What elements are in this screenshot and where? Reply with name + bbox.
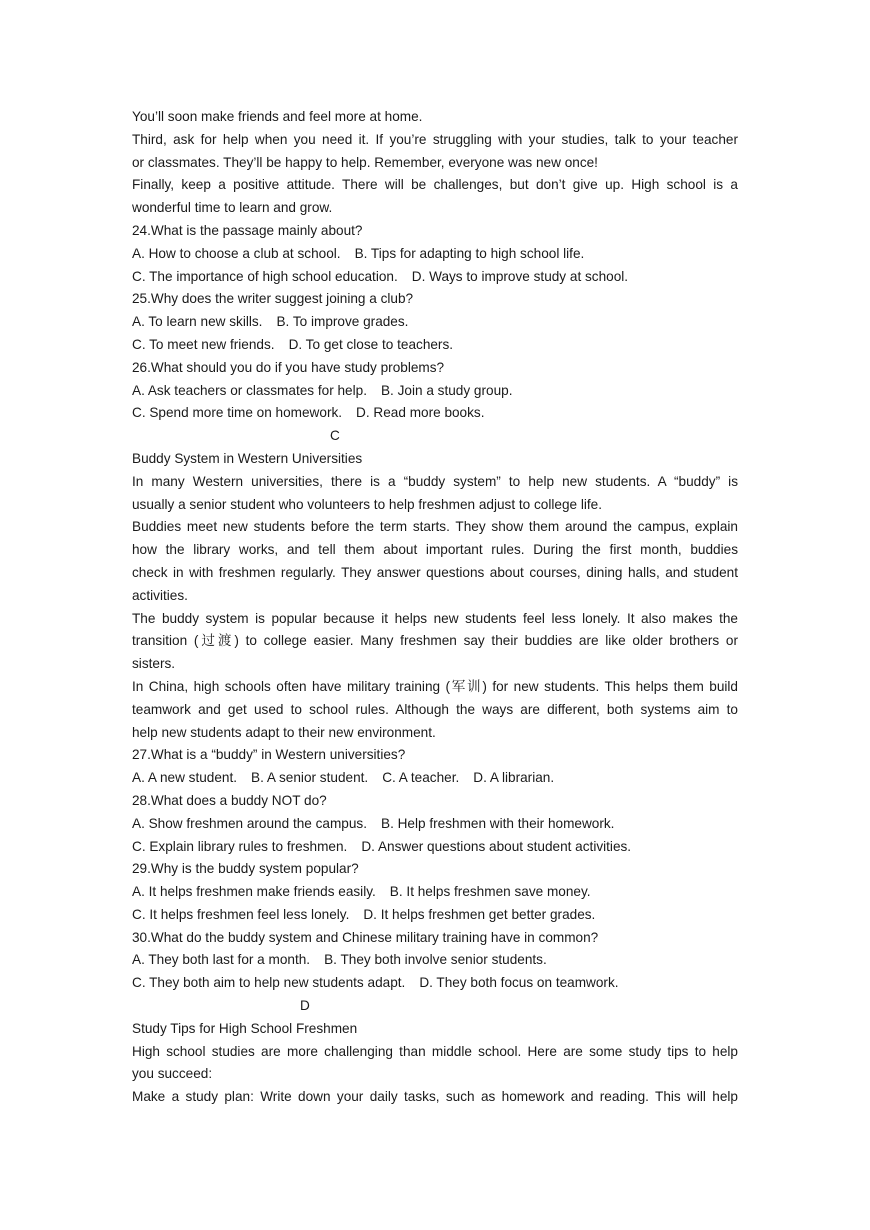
options-row <box>132 311 738 334</box>
document-page <box>132 106 738 1109</box>
option-b: B. Help freshmen with their homework. <box>381 815 615 831</box>
option-d: D. Ways to improve study at school. <box>411 268 629 284</box>
paragraph-line: or classmates. They’ll be happy to help. Remember, everyone was new once! <box>132 154 598 170</box>
paragraph-line: Buddies meet new students before the term starts. They show them around the campus, explain <box>132 519 738 535</box>
option-a: A. To learn new skills. <box>132 314 263 330</box>
option-d: D. They both focus on teamwork. <box>419 975 619 991</box>
paragraph-line: transition (过渡) to college easier. Many freshmen say their buddies are like older brothers or <box>132 633 738 649</box>
options-row <box>132 767 738 790</box>
options-row <box>132 266 738 289</box>
paragraph-line: usually a senior student who volunteers to help freshmen adjust to college life. <box>132 496 603 512</box>
option-b: B. They both involve senior students. <box>324 952 547 968</box>
paragraph-line: High school studies are more challenging than middle school. Here are some study tips to help <box>132 1043 738 1059</box>
paragraph-line: teamwork and get used to school rules. Although the ways are different, both systems aim to <box>132 701 738 717</box>
option-b: B. A senior student. <box>251 770 369 786</box>
option-a: A. Ask teachers or classmates for help. <box>132 382 367 398</box>
paragraph-line: you succeed: <box>132 1066 213 1082</box>
option-b: B. It helps freshmen save money. <box>389 884 591 900</box>
option-d: D. To get close to teachers. <box>288 336 454 352</box>
paragraph-line: sisters. <box>132 656 176 672</box>
option-c: C. They both aim to help new students adapt. <box>132 975 406 991</box>
question-27: 27.What is a “buddy” in Western universities? <box>132 747 406 763</box>
options-row <box>132 972 738 995</box>
section-letter-d: D <box>300 998 310 1014</box>
paragraph-line: activities. <box>132 587 188 603</box>
options-row <box>132 402 738 425</box>
option-a: A. A new student. <box>132 770 238 786</box>
options-row <box>132 949 738 972</box>
option-d: D. Read more books. <box>356 405 485 421</box>
options-row <box>132 881 738 904</box>
question-25: 25.Why does the writer suggest joining a club? <box>132 291 414 307</box>
passage-title-d: Study Tips for High School Freshmen <box>132 1020 358 1036</box>
options-row <box>132 904 738 927</box>
question-24: 24.What is the passage mainly about? <box>132 222 363 238</box>
section-letter-c: C <box>330 428 340 444</box>
option-a: A. Show freshmen around the campus. <box>132 815 367 831</box>
paragraph-line: In many Western universities, there is a “buddy system” to help new students. A “buddy” is <box>132 473 738 489</box>
option-a: A. How to choose a club at school. <box>132 245 341 261</box>
paragraph-line: help new students adapt to their new environment. <box>132 724 436 740</box>
paragraph-line: Finally, keep a positive attitude. There will be challenges, but don’t give up. High school is a <box>132 177 738 193</box>
options-row <box>132 836 738 859</box>
question-28: 28.What does a buddy NOT do? <box>132 792 327 808</box>
option-c: C. To meet new friends. <box>132 336 275 352</box>
option-a: A. They both last for a month. <box>132 952 311 968</box>
option-d: D. A librarian. <box>473 770 555 786</box>
option-d: D. Answer questions about student activities. <box>361 838 632 854</box>
option-c: C. The importance of high school education. <box>132 268 398 284</box>
passage-title-c: Buddy System in Western Universities <box>132 450 363 466</box>
options-row <box>132 334 738 357</box>
option-b: B. To improve grades. <box>276 314 409 330</box>
paragraph-line: In China, high schools often have military training (军训) for new students. This helps them build <box>132 678 738 694</box>
question-30: 30.What do the buddy system and Chinese military training have in common? <box>132 929 599 945</box>
question-29: 29.Why is the buddy system popular? <box>132 861 359 877</box>
option-b: B. Tips for adapting to high school life. <box>354 245 585 261</box>
option-a: A. It helps freshmen make friends easily. <box>132 884 376 900</box>
question-26: 26.What should you do if you have study problems? <box>132 359 445 375</box>
paragraph-line: Third, ask for help when you need it. If you’re struggling with your studies, talk to your teacher <box>132 131 738 147</box>
option-c: C. It helps freshmen feel less lonely. <box>132 906 350 922</box>
options-row <box>132 243 738 266</box>
paragraph-line: how the library works, and tell them about important rules. During the first month, buddies <box>132 542 738 558</box>
paragraph-line: You’ll soon make friends and feel more at home. <box>132 109 423 124</box>
paragraph-line: wonderful time to learn and grow. <box>132 200 333 216</box>
option-c: C. Explain library rules to freshmen. <box>132 838 348 854</box>
option-c: C. Spend more time on homework. <box>132 405 343 421</box>
options-row <box>132 813 738 836</box>
paragraph-line: The buddy system is popular because it helps new students feel less lonely. It also makes the <box>132 610 738 626</box>
option-b: B. Join a study group. <box>380 382 513 398</box>
paragraph-line: Make a study plan: Write down your daily tasks, such as homework and reading. This will help <box>132 1089 738 1105</box>
paragraph-line: check in with freshmen regularly. They answer questions about courses, dining halls, and student <box>132 564 738 580</box>
option-c: C. A teacher. <box>382 770 460 786</box>
option-d: D. It helps freshmen get better grades. <box>363 906 596 922</box>
options-row <box>132 380 738 403</box>
